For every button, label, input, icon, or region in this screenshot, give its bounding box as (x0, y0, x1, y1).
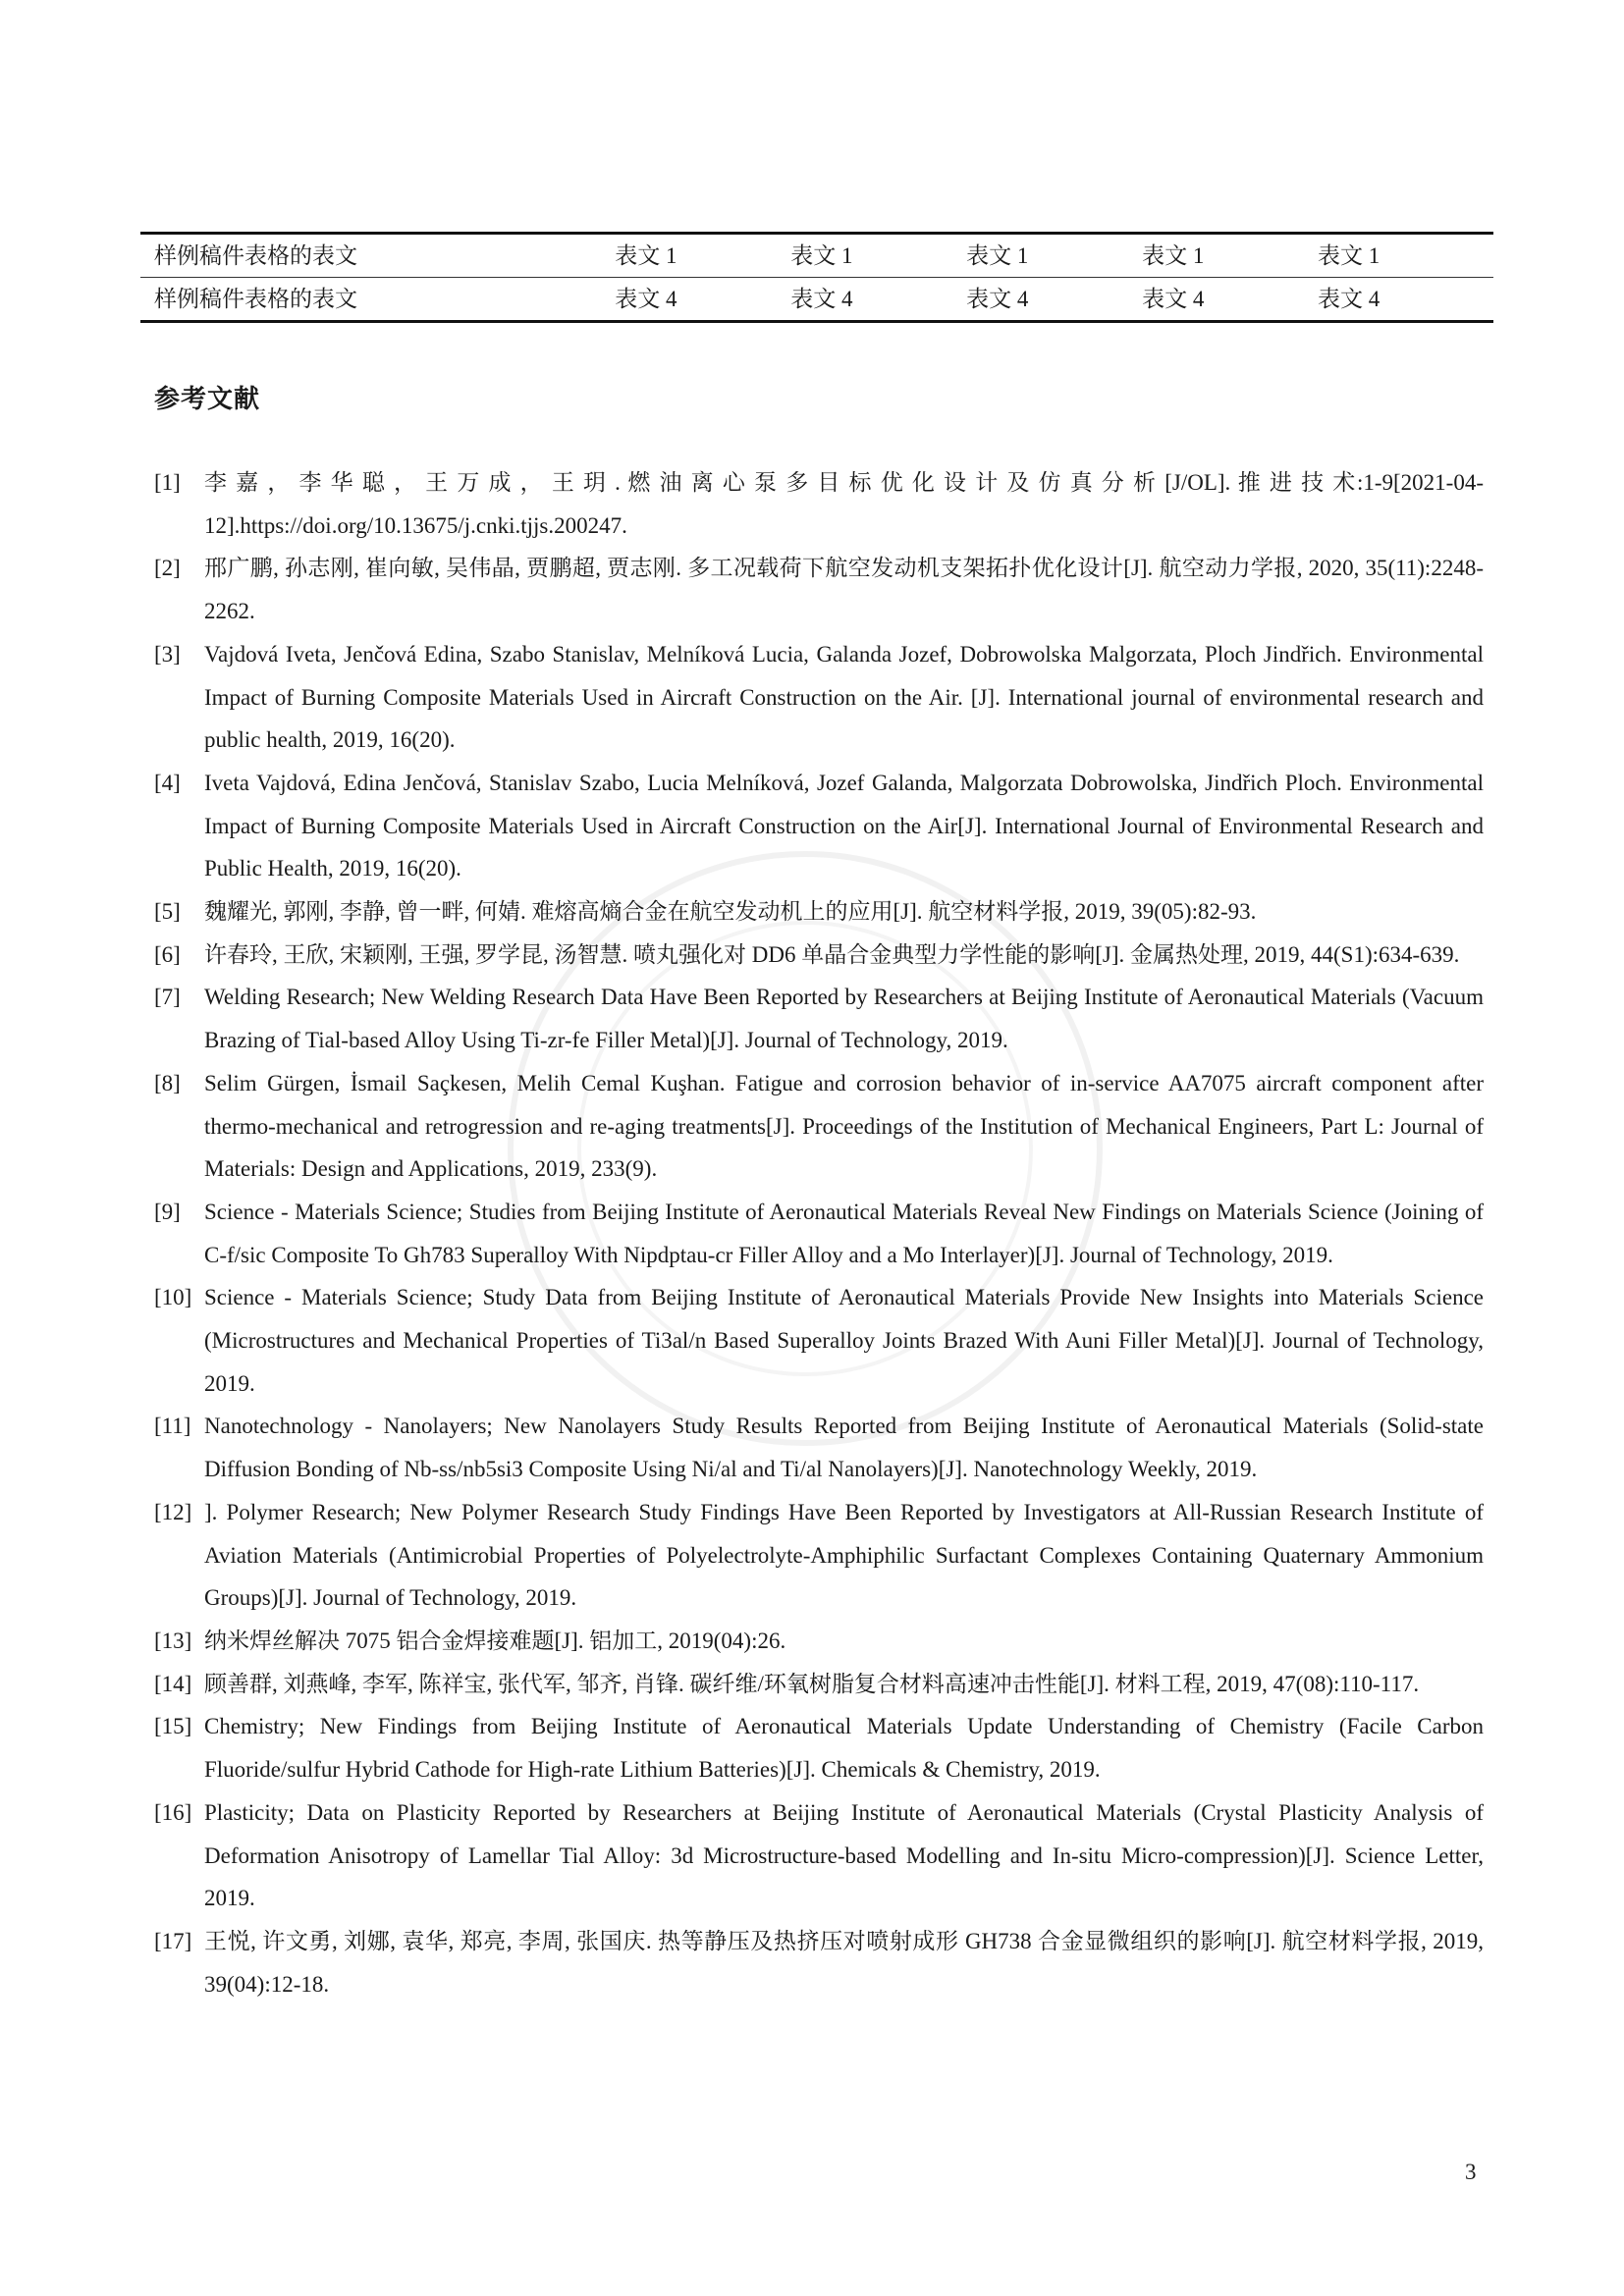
reference-item (154, 1791, 1484, 1920)
table-cell: 表文 4 (1142, 287, 1205, 311)
table-row (140, 278, 1493, 322)
reference-text: Vajdová Iveta, Jenčová Edina, Szabo Stanislav, Melníková Lucia, Galanda Jozef, Dobrowolska Malgorzata, Ploch Jindřich. Environmental Impact of Burning Composite Materials Used in Aircraft Construction on the Air. [J]. International journal of environmental research and public health, 2019, 16(20). (204, 641, 1484, 753)
reference-text: Science - Materials Science; Studies from Beijing Institute of Aeronautical Materials Reveal New Findings on Materials Science (Joining of C-f/sic Composite To Gh783 Superalloy With Nipdptau-cr Filler Alloy and a Mo Interlayer)[J]. Journal of Technology, 2019. (204, 1199, 1484, 1267)
reference-number: [10] (154, 1285, 192, 1310)
table-cell: 表文 1 (615, 234, 790, 278)
reference-text: 魏耀光, 郭刚, 李静, 曾一畔, 何婧. 难熔高熵合金在航空发动机上的应用[J]. 航空材料学报, 2019, 39(05):82-93. (204, 899, 1257, 925)
reference-item (154, 547, 1484, 632)
reference-number: [6] (154, 941, 181, 967)
reference-text: ]. Polymer Research; New Polymer Research Study Findings Have Been Reported by Investigators at All-Russian Research Institute of Aviation Materials (Antimicrobial Properties of Polyelectrolyte-Amphiphilic Surfactant Complexes Containing Quaternary Ammonium Groups)[J]. Journal of Technology, 2019. (204, 1499, 1484, 1611)
reference-text: Science - Materials Science; Study Data from Beijing Institute of Aeronautical Materials Provide New Insights into Materials Science (Microstructures and Mechanical Properties of Ti3al/n Based Superalloy Joints Brazed With Auni Filler Metal)[J]. Journal of Technology, 2019. (204, 1285, 1484, 1396)
reference-item (154, 1276, 1484, 1405)
reference-text: 许春玲, 王欣, 宋颖刚, 王强, 罗学昆, 汤智慧. 喷丸强化对 DD6 单晶合金典型力学性能的影响[J]. 金属热处理, 2019, 44(S1):634-639. (204, 941, 1460, 967)
reference-text: 王悦, 许文勇, 刘娜, 袁华, 郑亮, 李周, 张国庆. 热等静压及热挤压对喷射成形 GH738 合金显微组织的影响[J]. 航空材料学报, 2019, 39(04):12-18. (204, 1928, 1484, 1997)
reference-number: [12] (154, 1499, 192, 1524)
table-cell: 表文 1 (790, 234, 966, 278)
page-number: 3 (1465, 2160, 1477, 2184)
reference-text: Nanotechnology - Nanolayers; New Nanolayers Study Results Reported from Beijing Institute of Aeronautical Materials (Solid-state Diffusion Bonding of Nb-ss/nb5si3 Composite Using Ni/al and Ti/al Nanolayers)[J]. Nanotechnology Weekly, 2019. (204, 1414, 1484, 1482)
reference-number: [13] (154, 1628, 192, 1653)
reference-text: Iveta Vajdová, Edina Jenčová, Stanislav Szabo, Lucia Melníková, Jozef Galanda, Malgorzata Dobrowolska, Jindřich Ploch. Environmental Impact of Burning Composite Materials Used in Aircraft Construction on the Air[J]. International Journal of Environmental Research and Public Health, 2019, 16(20). (204, 770, 1484, 881)
reference-text: 李 嘉 ， 李 华 聪 ， 王 万 成 ， 王 玥 . 燃 油 离 心 泵 多 目 标 优 化 设 计 及 仿 真 分 析 [J/OL]. 推 进 技 术:1-9[2021-04-12].https://doi.org/10.13675/j.cnki.tjjs.200247. (204, 470, 1484, 538)
table-cell: 表文 1 (1142, 234, 1318, 278)
reference-item (154, 1191, 1484, 1276)
reference-number: [5] (154, 899, 181, 925)
reference-text: Selim Gürgen, İsmail Saçkesen, Melih Cemal Kuşhan. Fatigue and corrosion behavior of in-service AA7075 aircraft component after thermo-mechanical and retrogression and re-aging treatments[J]. Proceedings of the Institution of Mechanical Engineers, Part L: Journal of Materials: Design and Applications, 2019, 233(9). (204, 1070, 1484, 1182)
reference-number: [17] (154, 1928, 192, 1953)
reference-item (154, 633, 1484, 762)
reference-number: [14] (154, 1671, 192, 1696)
reference-text: Plasticity; Data on Plasticity Reported by Researchers at Beijing Institute of Aeronautical Materials (Crystal Plasticity Analysis of Deformation Anisotropy of Lamellar Tial Alloy: 3d Microstructure-based Modelling and In-situ Micro-compression)[J]. Science Letter, 2019. (204, 1799, 1484, 1911)
table-cell: 表文 4 (790, 287, 853, 311)
reference-item (154, 1920, 1484, 2005)
reference-item (154, 1620, 1484, 1663)
reference-item (154, 1405, 1484, 1490)
table-cell: 样例稿件表格的表文 (140, 234, 615, 278)
reference-number: [9] (154, 1199, 181, 1224)
reference-number: [16] (154, 1799, 192, 1825)
reference-number: [3] (154, 641, 181, 667)
reference-text: 邢广鹏, 孙志刚, 崔向敏, 吴伟晶, 贾鹏超, 贾志刚. 多工况载荷下航空发动机支架拓扑优化设计[J]. 航空动力学报, 2020, 35(11):2248-2262. (204, 556, 1484, 624)
sample-table (140, 232, 1493, 323)
table-cell: 表文 4 (1318, 287, 1380, 311)
reference-number: [11] (154, 1414, 191, 1439)
reference-number: [1] (154, 470, 181, 495)
references-heading: 参考文献 (154, 385, 261, 414)
reference-item (154, 1705, 1484, 1790)
table-row (140, 234, 1493, 278)
reference-item (154, 1663, 1484, 1706)
table-cell: 表文 4 (615, 287, 677, 311)
reference-number: [15] (154, 1714, 192, 1739)
reference-item (154, 1491, 1484, 1620)
reference-item (154, 762, 1484, 890)
reference-text: Chemistry; New Findings from Beijing Institute of Aeronautical Materials Update Understanding of Chemistry (Facile Carbon Fluoride/sulfur Hybrid Cathode for High-rate Lithium Batteries)[J]. Chemicals & Chemistry, 2019. (204, 1714, 1484, 1783)
reference-item (154, 976, 1484, 1061)
reference-item (154, 890, 1484, 934)
reference-item (154, 461, 1484, 547)
reference-text: 顾善群, 刘燕峰, 李军, 陈祥宝, 张代军, 邹齐, 肖锋. 碳纤维/环氧树脂复合材料高速冲击性能[J]. 材料工程, 2019, 47(08):110-117. (204, 1671, 1420, 1696)
reference-number: [2] (154, 556, 181, 581)
reference-number: [7] (154, 985, 181, 1010)
table-cell: 表文 1 (1318, 234, 1493, 278)
reference-item (154, 934, 1484, 977)
table-cell: 表文 4 (966, 287, 1029, 311)
reference-text: Welding Research; New Welding Research Data Have Been Reported by Researchers at Beijing Institute of Aeronautical Materials (Vacuum Brazing of Tial-based Alloy Using Ti-zr-fe Filler Metal)[J]. Journal of Technology, 2019. (204, 985, 1484, 1053)
reference-number: [4] (154, 770, 181, 795)
table-cell: 表文 1 (966, 234, 1142, 278)
reference-item (154, 1062, 1484, 1191)
table-cell: 样例稿件表格的表文 (154, 287, 357, 311)
reference-number: [8] (154, 1070, 181, 1095)
reference-list (154, 461, 1484, 2005)
reference-text: 纳米焊丝解决 7075 铝合金焊接难题[J]. 铝加工, 2019(04):26. (204, 1628, 786, 1653)
